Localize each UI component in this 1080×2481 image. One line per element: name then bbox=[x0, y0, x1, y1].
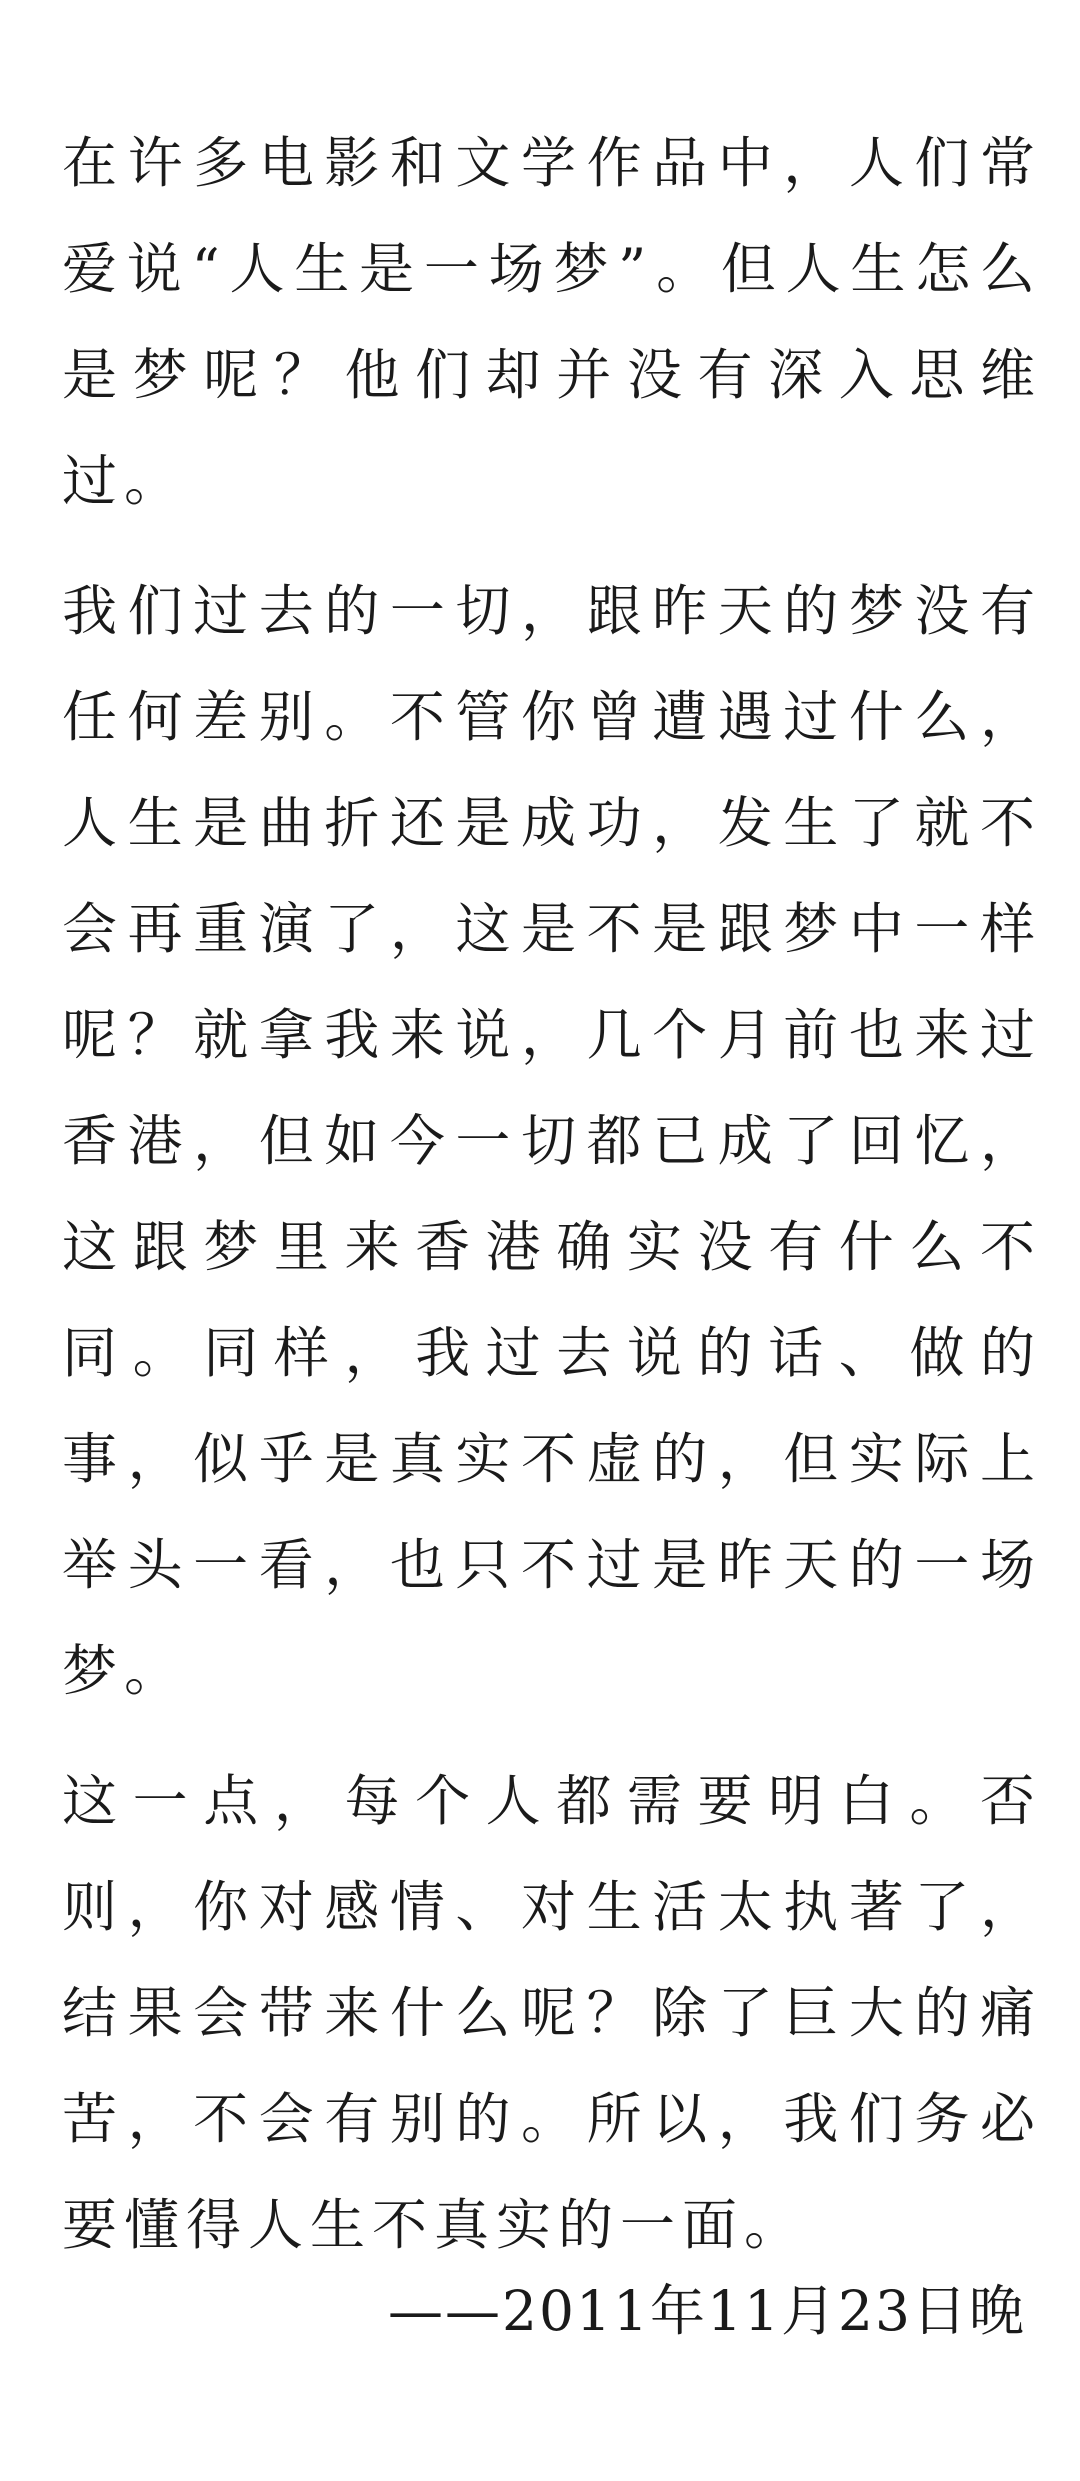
paragraph-1: 在许多电影和文学作品中，人们常爱说“人生是一场梦”。但人生怎么是梦呢？他们却并没有深入思维过。 bbox=[62, 131, 1042, 513]
date-signature: ——2011年11月23日晚 bbox=[388, 2279, 1026, 2343]
paragraph-3: 这一点，每个人都需要明白。否则，你对感情、对生活太执著了，结果会带来什么呢？除了巨大的痛苦，不会有别的。所以，我们务必要懂得人生不真实的一面。 bbox=[62, 1769, 1042, 2257]
paragraph-2: 我们过去的一切，跟昨天的梦没有任何差别。不管你曾遭遇过什么，人生是曲折还是成功，发生了就不会再重演了，这是不是跟梦中一样呢？就拿我来说，几个月前也来过香港，但如今一切都已成了回忆，这跟梦里来香港确实没有什么不同。同样，我过去说的话、做的事，似乎是真实不虚的，但实际上举头一看，也只不过是昨天的一场梦。 bbox=[62, 579, 1042, 1703]
article-body bbox=[62, 110, 1042, 2278]
